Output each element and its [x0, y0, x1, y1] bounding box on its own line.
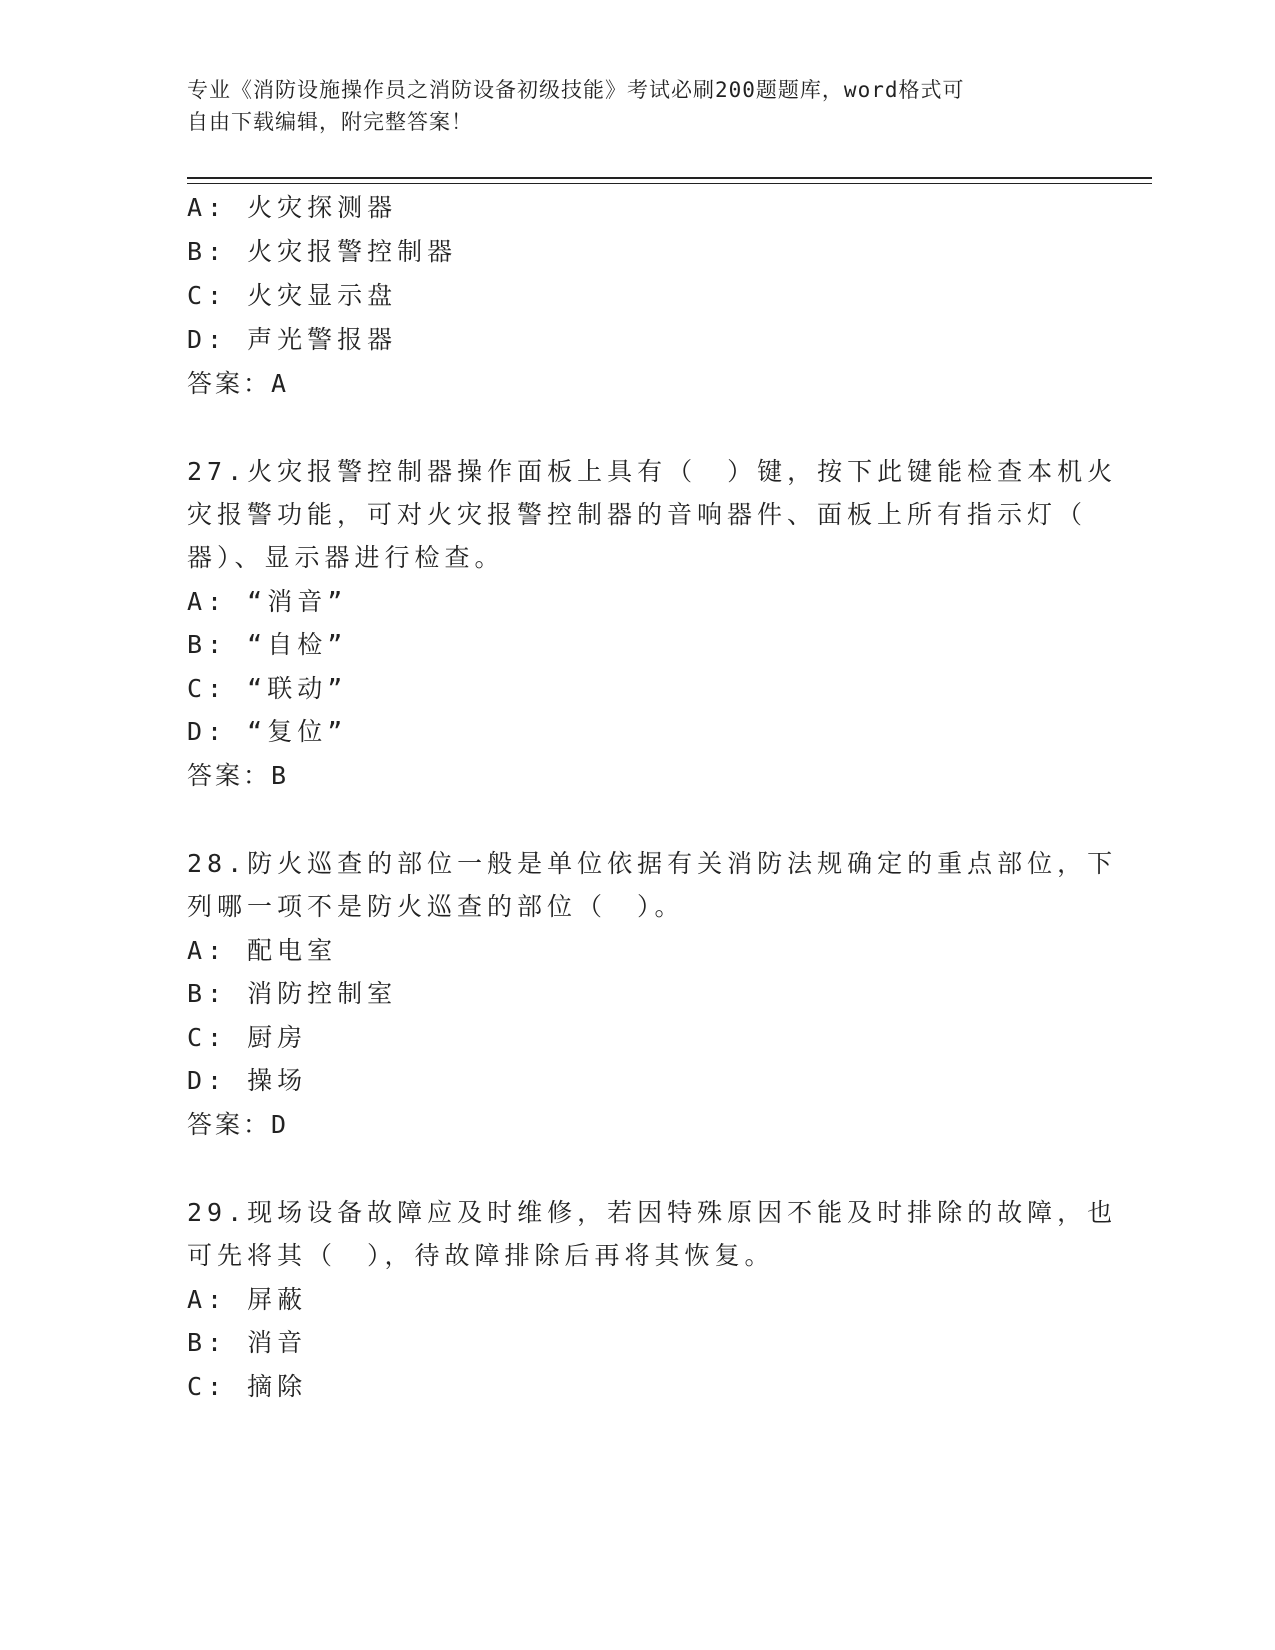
- q26-option-a: A: 火灾探测器: [187, 193, 398, 222]
- q29-option-b: B: 消音: [187, 1328, 308, 1357]
- document-header: [187, 74, 1067, 138]
- q27-answer: 答案：B: [187, 761, 290, 790]
- q27-stem-line-1: 27.火灾报警控制器操作面板上具有（ ）键，按下此键能检查本机火: [187, 457, 1118, 486]
- q29-option-c: C: 摘除: [187, 1372, 308, 1401]
- header-title-line-1: 专业《消防设施操作员之消防设备初级技能》考试必刷200题题库，word格式可: [187, 78, 965, 102]
- q27-stem-line-3: 器）、显示器进行检查。: [187, 543, 505, 572]
- q28-stem-line-2: 列哪一项不是防火巡查的部位（ ）。: [187, 892, 685, 921]
- q28-answer: 答案：D: [187, 1110, 290, 1139]
- q28-option-c: C: 厨房: [187, 1023, 308, 1052]
- header-rule-thick: [187, 177, 1152, 179]
- q28-stem-line-1: 28.防火巡查的部位一般是单位依据有关消防法规确定的重点部位，下: [187, 849, 1118, 878]
- q27-option-b: B: “自检”: [187, 630, 348, 659]
- q27-stem-line-2: 灾报警功能，可对火灾报警控制器的音响器件、面板上所有指示灯（: [187, 500, 1088, 529]
- q28-option-b: B: 消防控制室: [187, 979, 398, 1008]
- q29-option-a: A: 屏蔽: [187, 1285, 308, 1314]
- q27-option-c: C: “联动”: [187, 674, 348, 703]
- q28-option-d: D: 操场: [187, 1066, 308, 1095]
- q26-answer: 答案：A: [187, 369, 290, 398]
- q26-option-c: C: 火灾显示盘: [187, 281, 398, 310]
- q29-stem-line-2: 可先将其（ ），待故障排除后再将其恢复。: [187, 1241, 775, 1270]
- header-rule-thin: [187, 183, 1152, 184]
- q27-option-a: A: “消音”: [187, 587, 348, 616]
- header-title-line-2: 自由下载编辑，附完整答案！: [187, 110, 473, 134]
- q26-option-b: B: 火灾报警控制器: [187, 237, 458, 266]
- q27-option-d: D: “复位”: [187, 717, 348, 746]
- q29-stem-line-1: 29.现场设备故障应及时维修，若因特殊原因不能及时排除的故障，也: [187, 1198, 1118, 1227]
- q28-option-a: A: 配电室: [187, 936, 338, 965]
- q26-option-d: D: 声光警报器: [187, 325, 398, 354]
